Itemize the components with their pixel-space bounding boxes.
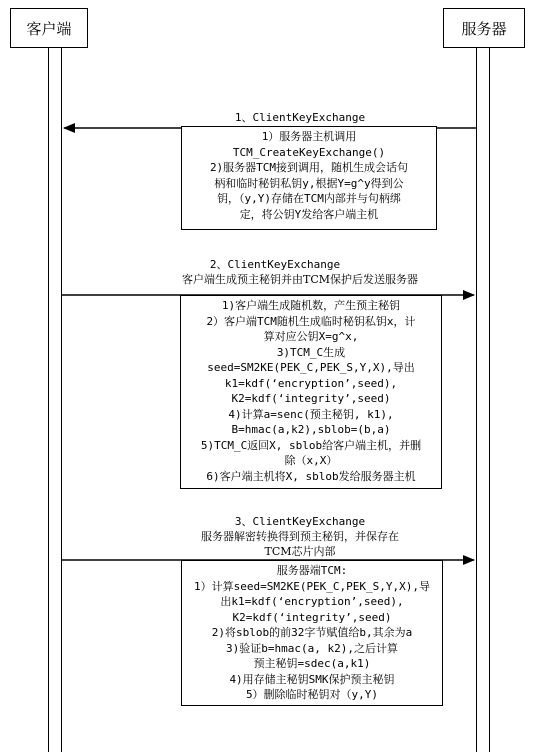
step1-line: 定，将公钥Y发给客户端主机 xyxy=(239,207,379,221)
step3-line: 出k1=kdf(‘encryption’,seed), xyxy=(220,595,404,608)
step3-line: K2=kdf(‘integrity’,seed) xyxy=(232,610,392,624)
step1-line: 钥，（y,Y)存储在TCM内部并与句柄绑 xyxy=(217,192,401,205)
step3-line: 服务器端TCM: xyxy=(276,564,348,577)
step2-label: 2、ClientKeyExchange xyxy=(209,258,341,271)
step3-line: 1）计算seed=SM2KE(PEK_C,PEK_S,Y,X),导 xyxy=(193,579,431,593)
step2-line: seed=SM2KE(PEK_C,PEK_S,Y,X),导出 xyxy=(207,361,415,374)
client-actor-label: 客户端 xyxy=(26,19,72,38)
step2-line: 6)客户端主机将X, sblob发给服务器主机 xyxy=(206,469,416,483)
step3-line: 5）删除临时秘钥对（y,Y) xyxy=(245,688,379,701)
step1-line: TCM_CreateKeyExchange() xyxy=(232,145,386,159)
step1-box xyxy=(181,126,437,230)
step2-line: 4)计算a=senc(预主秘钥, k1), xyxy=(228,407,394,421)
step3-sublabel-1: 服务器解密转换得到预主秘钥，并保存在 xyxy=(201,530,399,543)
step2-line: 算对应公钥X=g^x, xyxy=(263,330,359,343)
step1-line: 2)服务器TCM接到调用，随机生成会话句 xyxy=(209,161,409,174)
step2-line: K2=kdf(‘integrity’,seed) xyxy=(231,392,391,405)
step2-line: 5)TCM_C返回X, sblob给客户端主机，并删 xyxy=(200,438,422,452)
step2-line: 2）客户端TCM随机生成临时秘钥私钥x，计 xyxy=(206,314,416,328)
step2-sublabel: 客户端生成预主秘钥并由TCM保护后发送服务器 xyxy=(181,273,418,286)
step2-line: 3)TCM_C生成 xyxy=(276,345,346,359)
step3-sublabel-2: TCM芯片内部 xyxy=(264,545,336,558)
step3-label: 3、ClientKeyExchange xyxy=(234,515,366,528)
step2-line: B=hmac(a,k2),sblob=(b,a) xyxy=(231,423,391,436)
step1-line: 1）服务器主机调用 xyxy=(261,130,357,143)
step2-line: 1)客户端生成随机数，产生预主秘钥 xyxy=(221,299,401,312)
step2-line: 除（x,X） xyxy=(284,454,338,467)
step1-label: 1、ClientKeyExchange xyxy=(234,111,366,124)
step3-box xyxy=(181,560,443,706)
step3-line: 3)验证b=hmac(a, k2),之后计算 xyxy=(226,641,398,655)
step3-line: 预主秘钥=sdec(a,k1) xyxy=(253,657,371,670)
step1-line: 柄和临时秘钥私钥y,根据Y=g^y得到公 xyxy=(214,176,404,190)
server-actor-label: 服务器 xyxy=(461,19,507,38)
step3-line: 4)用存储主秘钥SMK保护预主秘钥 xyxy=(229,672,395,686)
step3-line: 2)将sblob的前32字节赋值给b,其余为a xyxy=(211,626,413,639)
step2-box xyxy=(180,295,442,489)
step2-line: k1=kdf(‘encryption’,seed), xyxy=(224,376,398,390)
